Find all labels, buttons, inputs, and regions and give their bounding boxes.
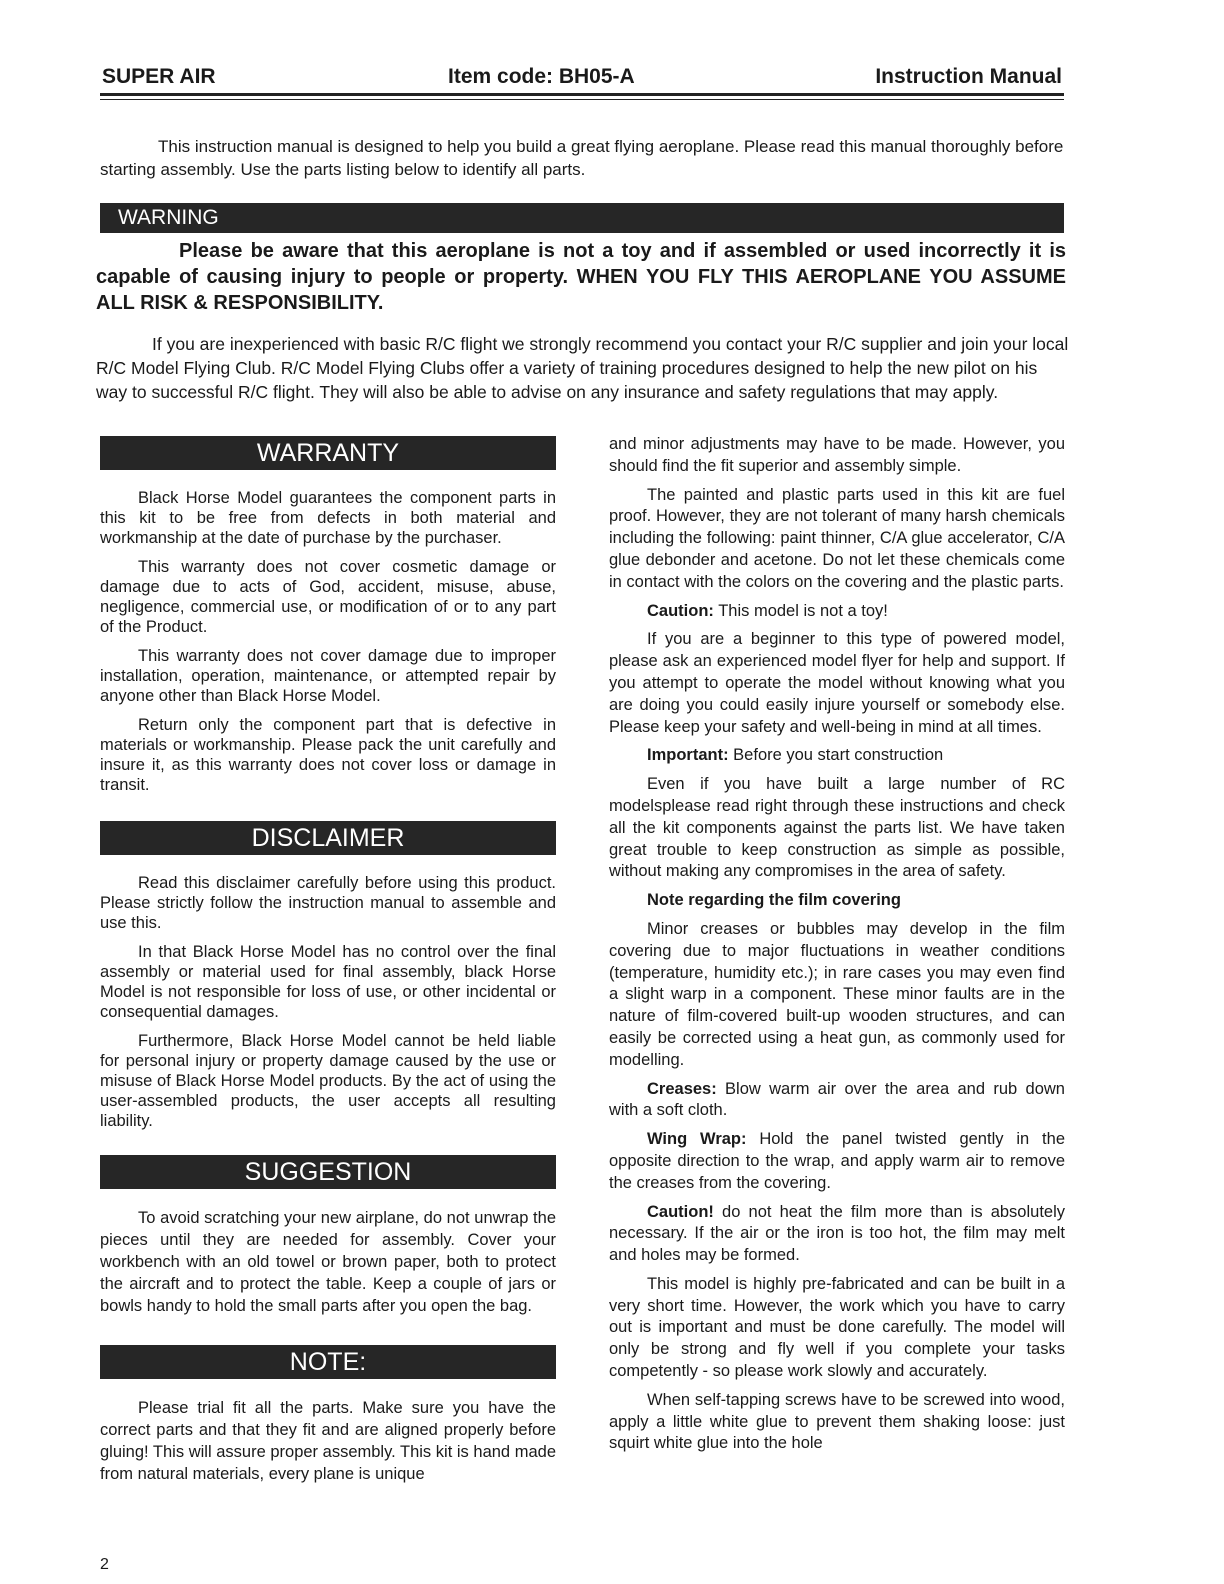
disclaimer-paragraph: Read this disclaimer carefully before using this product. Please strictly follow the instruction manual to assemble and use this. [100, 874, 556, 932]
header-rule-thick [100, 93, 1064, 96]
warranty-paragraph: This warranty does not cover cosmetic damage or damage due to acts of God, accident, misuse, abuse, negligence, commercial use, or modification of or to any part of the Product. [100, 558, 556, 636]
creases-line [609, 1079, 1065, 1123]
suggestion-paragraph: To avoid scratching your new airplane, do not unwrap the pieces until they are needed for assembly. Cover your workbench with an old towel or brown paper, both to protect the aircraft and to protect the table. Keep a couple of jars or bowls handy to hold the small parts after you open the bag. [100, 1209, 556, 1315]
warranty-paragraph: This warranty does not cover damage due to improper installation, operation, maintenance, or attempted repair by anyone other than Black Horse Model. [100, 647, 556, 705]
caution-text: This model is not a toy! [718, 601, 888, 620]
page-header [100, 62, 1064, 92]
note-paragraph: Please trial fit all the parts. Make sure you have the correct parts and that they fit and are aligned properly before gluing! This will assure proper assembly. This kit is hand made from natural materials, every plane is unique [100, 1399, 556, 1483]
caution-heat-text: do not heat the film more than is absolutely necessary. If the air or the iron is too hot, the film may melt and holes may be formed. [609, 1202, 1065, 1265]
caution-line [609, 601, 1065, 623]
wing-wrap-label: Wing Wrap: [647, 1130, 747, 1149]
caution-heat-label: Caution! [647, 1202, 714, 1221]
creases-label: Creases: [647, 1079, 717, 1098]
film-covering-paragraph: Minor creases or bubbles may develop in the film covering due to major fluctuations in weather conditions (temperature, humidity etc.); in rare cases you may even find a slight warp in a component. These minor faults are in the nature of film-covered built-up wooden structures, and can easily be corrected using a heat gun, as commonly used for modelling. [609, 919, 1065, 1069]
construction-paragraph: Even if you have built a large number of RC modelsplease read right through these instructions and check all the kit components against the parts list. We have taken great trouble to keep construction as simple as possible, without making any compromises in the area of safety. [609, 775, 1065, 881]
film-covering-heading: Note regarding the film covering [647, 891, 901, 910]
creases-text: Blow warm air over the area and rub down with a soft cloth. [609, 1079, 1065, 1120]
disclaimer-paragraph: Furthermore, Black Horse Model cannot be held liable for personal injury or property damage caused by the use or misuse of Black Horse Model products. By the act of using the user-assembled products, the user accepts all resulting liability. [100, 1032, 556, 1130]
warranty-paragraph: Return only the component part that is defective in materials or workmanship. Please pack the unit carefully and insure it, as this warranty does not cover loss or damage in transit. [100, 716, 556, 794]
important-text: Before you start construction [733, 746, 944, 765]
right-column [609, 434, 1065, 1462]
intro-paragraph: This instruction manual is designed to help you build a great flying aeroplane. Please read this manual thoroughly before starting assembly. Use the parts listing below to identify all parts. [100, 137, 1064, 179]
page-number: 2 [100, 1556, 109, 1573]
important-line [609, 745, 1065, 767]
warranty-heading: WARRANTY [100, 436, 556, 470]
disclaimer-paragraph: In that Black Horse Model has no control over the final assembly or material used for final assembly, black Horse Model is not responsible for loss of use, or other incidental or consequential damages. [100, 943, 556, 1021]
warning-text: Please be aware that this aeroplane is not a toy and if assembled or used incorrectly it is capable of causing injury to people or property. WHEN YOU FLY THIS AEROPLANE YOU ASSUME ALL RISK & RESPONSIBILITY. [96, 240, 1066, 314]
note-heading: NOTE: [100, 1345, 556, 1379]
screws-paragraph: When self-tapping screws have to be screwed into wood, apply a little white glue to prevent them shaking loose: just squirt white glue into the hole [609, 1390, 1065, 1453]
wing-wrap-line [609, 1129, 1065, 1194]
header-rule-thin [100, 99, 1064, 100]
warning-heading: WARNING [118, 206, 219, 229]
suggestion-heading: SUGGESTION [100, 1155, 556, 1189]
prefabricated-paragraph: This model is highly pre-fabricated and can be built in a very short time. However, the work which you have to carry out is important and must be done carefully. The model will only be strong and fly well if you complete your tasks competently - so please work slowly and accurately. [609, 1274, 1065, 1381]
inexperienced-paragraph: If you are inexperienced with basic R/C flight we strongly recommend you contact your R/C supplier and join your local R/C Model Flying Club. R/C Model Flying Clubs offer a variety of training procedures designed to help the new pilot on his way to successful R/C flight. They will also be able to advise on any insurance and safety regulations that may apply. [96, 334, 1069, 402]
disclaimer-heading: DISCLAIMER [100, 821, 556, 855]
chemicals-paragraph: The painted and plastic parts used in this kit are fuel proof. However, they are not tolerant of many harsh chemicals including the following: paint thinner, C/A glue accelerator, C/A glue debonder and acetone. Do not let these chemicals come in contact with the colors on the covering and the plastic parts. [609, 485, 1065, 591]
header-item-code: Item code: BH05-A [448, 65, 635, 88]
warranty-paragraph: Black Horse Model guarantees the component parts in this kit to be free from defects in both material and workmanship at the date of purchase by the purchaser. [100, 489, 556, 547]
header-product-name: SUPER AIR [102, 65, 216, 88]
warning-heading-bar [100, 203, 1064, 233]
left-column [100, 436, 556, 1494]
caution-heat-line [609, 1202, 1065, 1267]
header-document-type: Instruction Manual [875, 65, 1062, 88]
caution-label: Caution: [647, 601, 714, 620]
beginner-paragraph: If you are a beginner to this type of powered model, please ask an experienced model flyer for help and support. If you attempt to operate the model without knowing what you are doing you could easily injure yourself or somebody else. Please keep your safety and well-being in mind at all times. [609, 630, 1065, 736]
wing-wrap-text: Hold the panel twisted gently in the opposite direction to the wrap, and apply warm air to remove the creases from the covering. [609, 1130, 1065, 1192]
fit-paragraph: and minor adjustments may have to be made. However, you should find the fit superior and assembly simple. [609, 435, 1065, 475]
important-label: Important: [647, 746, 729, 765]
